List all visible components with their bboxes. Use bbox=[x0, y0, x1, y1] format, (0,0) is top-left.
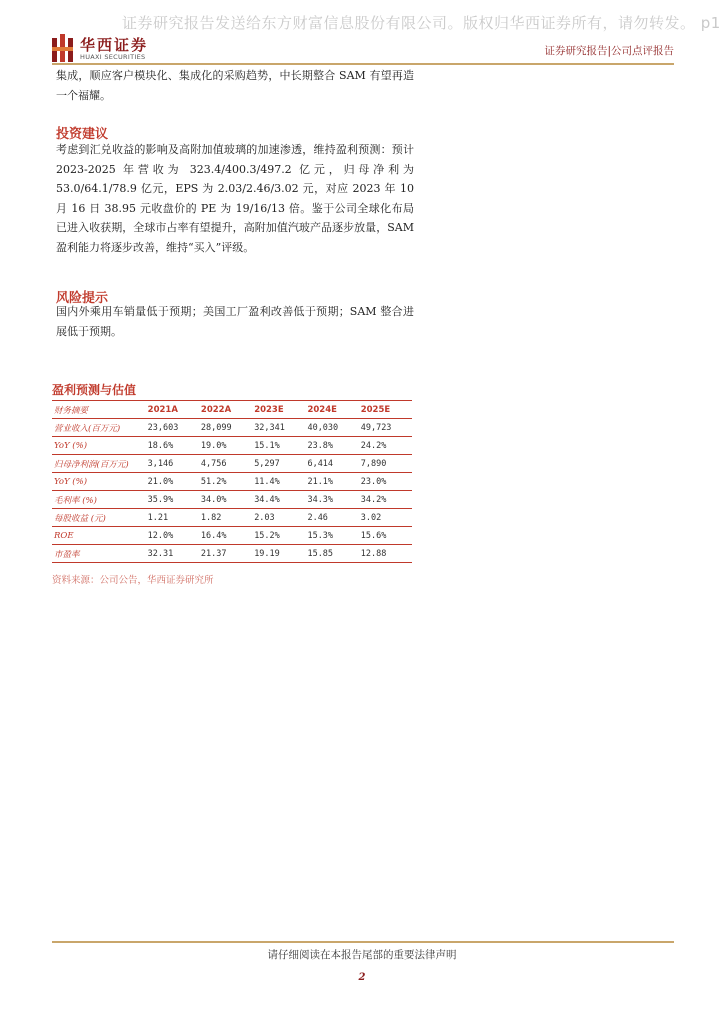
cell-value: 21.37 bbox=[200, 548, 227, 559]
cell-value: 34.4% bbox=[254, 494, 280, 505]
year-header: 2021A bbox=[147, 404, 178, 415]
cell-value: 34.2% bbox=[360, 494, 387, 505]
investment-section-title: 投资建议 bbox=[56, 127, 109, 142]
cell-value: 23,603 bbox=[147, 422, 179, 433]
cell-value: 51.2% bbox=[200, 476, 227, 487]
year-header: 2022A bbox=[200, 404, 232, 415]
table-header-label: 财务摘要 bbox=[54, 405, 89, 416]
financial-forecast-table bbox=[52, 400, 412, 563]
table-row bbox=[52, 473, 412, 491]
cell-value: 23.0% bbox=[360, 476, 387, 487]
row-label: ROE bbox=[54, 530, 74, 541]
table-row bbox=[52, 419, 412, 437]
table-source-note: 资料来源：公司公告，华西证券研究所 bbox=[52, 575, 214, 586]
table-row bbox=[52, 527, 412, 545]
cell-value: 21.0% bbox=[147, 476, 174, 487]
table-header-row bbox=[52, 401, 412, 419]
investment-paragraph: 考虑到汇兑收益的影响及高附加值玻璃的加速渗透，维持盈利预测：预计 2023-2025 年营收为 323.4/400.3/497.2 亿元，归母净利为 53.0/64.1/78.9 亿元，EPS 为 2.03/2.46/3.02 元，对应 2023 年 10 月 16 日 38.95 元收盘价的 PE 为 19/16/13 倍。鉴于公司全球化布局已进入收获期，全球市占率有望提升，高附加值汽玻产品逐步放量，SAM 盈利能力将逐步改善，维持“买入”评级。 bbox=[56, 143, 414, 254]
cell-value: 3,146 bbox=[147, 458, 174, 469]
watermark-text: 证券研究报告发送给东方财富信息股份有限公司。版权归华西证券所有，请勿转发。 p1 bbox=[122, 14, 721, 32]
table-row bbox=[52, 509, 412, 527]
cell-value: 40,030 bbox=[307, 422, 339, 433]
row-label: 归母净利润(百万元) bbox=[54, 459, 129, 470]
table-row bbox=[52, 491, 412, 509]
cell-value: 15.85 bbox=[307, 548, 334, 559]
cell-value: 5,297 bbox=[254, 458, 280, 469]
cell-value: 32.31 bbox=[147, 548, 174, 559]
cell-value: 15.2% bbox=[254, 530, 280, 541]
table-row bbox=[52, 437, 412, 455]
cell-value: 24.2% bbox=[360, 440, 387, 451]
row-label: 市盈率 bbox=[54, 549, 80, 560]
intro-paragraph: 集成，顺应客户模块化、集成化的采购趋势，中长期整合 SAM 有望再造一个福耀。 bbox=[56, 69, 414, 102]
cell-value: 19.19 bbox=[254, 548, 280, 559]
cell-value: 12.88 bbox=[360, 548, 387, 559]
cell-value: 2.03 bbox=[254, 512, 275, 523]
cell-value: 6,414 bbox=[307, 458, 334, 469]
table-row bbox=[52, 455, 412, 473]
cell-value: 35.9% bbox=[147, 494, 174, 505]
row-label: 每股收益 (元) bbox=[54, 513, 106, 524]
cell-value: 34.0% bbox=[200, 494, 227, 505]
cell-value: 49,723 bbox=[360, 422, 392, 433]
cell-value: 23.8% bbox=[307, 440, 334, 451]
cell-value: 12.0% bbox=[147, 530, 174, 541]
cell-value: 1.82 bbox=[200, 512, 222, 523]
forecast-table-title: 盈利预测与估值 bbox=[52, 383, 137, 397]
cell-value: 15.3% bbox=[307, 530, 334, 541]
year-header: 2024E bbox=[307, 404, 337, 415]
row-label: YoY (%) bbox=[54, 476, 88, 487]
header-divider bbox=[52, 63, 674, 65]
cell-value: 15.6% bbox=[360, 530, 387, 541]
cell-value: 19.0% bbox=[200, 440, 227, 451]
row-label: 毛利率 (%) bbox=[54, 495, 97, 506]
footer-disclaimer: 请仔细阅读在本报告尾部的重要法律声明 bbox=[267, 949, 457, 961]
cell-value: 1.21 bbox=[147, 512, 169, 523]
cell-value: 32,341 bbox=[254, 422, 285, 433]
cell-value: 11.4% bbox=[254, 476, 280, 487]
huaxi-logo-icon bbox=[52, 34, 74, 62]
logo-text-en: HUAXI SECURITIES bbox=[80, 53, 146, 61]
report-type-label: 证券研究报告|公司点评报告 bbox=[544, 45, 674, 57]
cell-value: 2.46 bbox=[307, 512, 328, 523]
cell-value: 21.1% bbox=[307, 476, 334, 487]
year-header: 2023E bbox=[254, 404, 284, 415]
page-number: 2 bbox=[358, 972, 366, 983]
risk-section-title: 风险提示 bbox=[56, 291, 109, 306]
risk-paragraph: 国内外乘用车销量低于预期；美国工厂盈利改善低于预期；SAM 整合进展低于预期。 bbox=[56, 305, 414, 338]
footer-divider bbox=[52, 941, 674, 943]
cell-value: 34.3% bbox=[307, 494, 334, 505]
cell-value: 3.02 bbox=[360, 512, 382, 523]
cell-value: 28,099 bbox=[200, 422, 232, 433]
row-label: 营业收入(百万元) bbox=[54, 423, 121, 434]
company-logo bbox=[52, 34, 212, 64]
cell-value: 16.4% bbox=[200, 530, 227, 541]
cell-value: 15.1% bbox=[254, 440, 280, 451]
cell-value: 7,890 bbox=[360, 458, 387, 469]
logo-text-cn: 华西证券 bbox=[80, 36, 149, 54]
cell-value: 4,756 bbox=[200, 458, 227, 469]
cell-value: 18.6% bbox=[147, 440, 174, 451]
table-row bbox=[52, 545, 412, 563]
year-header: 2025E bbox=[360, 404, 391, 415]
row-label: YoY (%) bbox=[54, 440, 88, 451]
